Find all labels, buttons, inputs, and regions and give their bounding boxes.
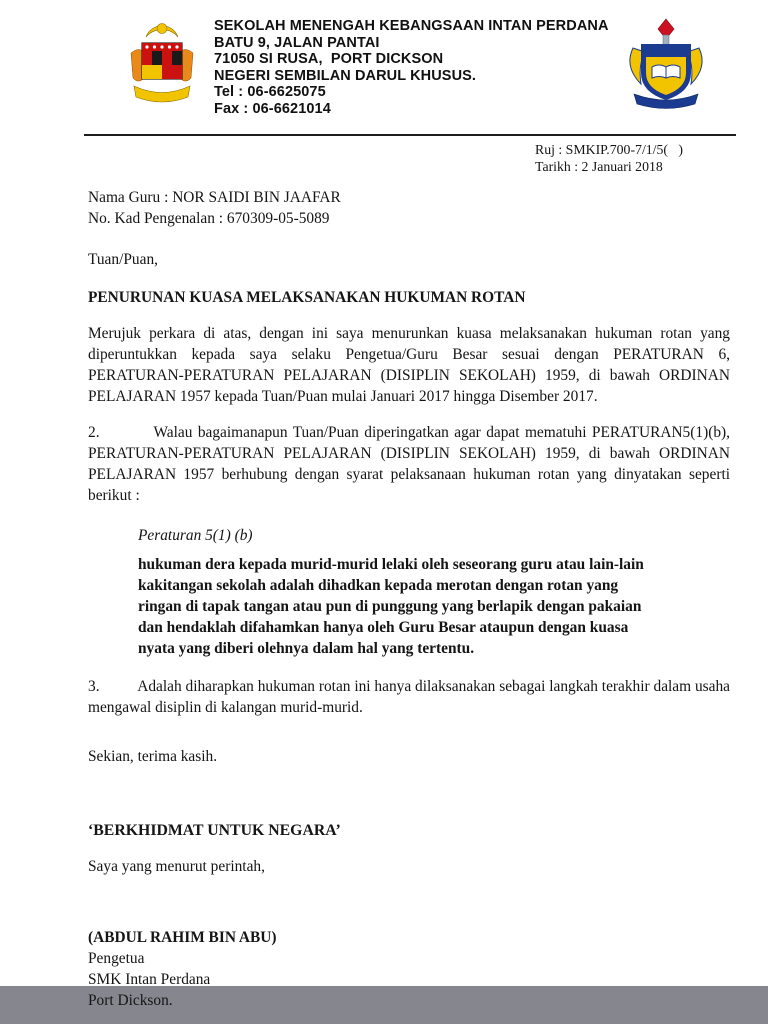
teacher-name-line: Nama Guru : NOR SAIDI BIN JAAFAR (88, 188, 341, 206)
address-line-1: BATU 9, JALAN PANTAI (214, 34, 380, 51)
fax-line: Fax : 06-6621014 (214, 100, 331, 117)
subject-line: PENURUNAN KUASA MELAKSANAKAN HUKUMAN ROTAN (88, 288, 526, 306)
paragraph-3: 3. Adalah diharapkan hukuman rotan ini hanya dilaksanakan sebagai langkah terakhir dalam usaha mengawal disiplin di kalangan murid-murid. (88, 677, 730, 716)
signatory-place: Port Dickson. (88, 991, 173, 1009)
letterhead (0, 0, 768, 118)
closing-line: Sekian, terima kasih. (88, 747, 218, 765)
signatory-org: SMK Intan Perdana (88, 970, 211, 988)
school-crest-icon (622, 18, 710, 110)
ref-number: Ruj : SMKIP.700-7/1/5( ) (535, 141, 683, 157)
address-line-2: 71050 SI RUSA, PORT DICKSON (214, 51, 444, 68)
signature-intro: Saya yang menurut perintah, (88, 857, 265, 875)
clause-body: hukuman dera kepada murid-murid lelaki oleh seseorang guru atau lain-lain kakitangan sekolah adalah dihadkan kepada merotan dengan rotan yang ringan di tapak tangan atau pun di punggung yang berlapik dengan pakaian dan hendaklah difahamkan hanya oleh Guru Besar ataupun dengan kuasa nyata yang diberi olehnya dalam hal yang tertentu. (138, 555, 644, 657)
signatory-title: Pengetua (88, 949, 145, 967)
reference-block (0, 136, 768, 175)
address-line-3: NEGERI SEMBILAN DARUL KHUSUS. (214, 67, 477, 84)
malaysia-coat-of-arms-icon (126, 20, 198, 108)
paragraph-1: Merujuk perkara di atas, dengan ini saya menurunkan kuasa melaksanakan hukuman rotan yang diperuntukkan kepada saya selaku Pengetua/Guru Besar sesuai dengan PERATURAN 6, PERATURAN-PERATURAN PELAJARAN (DISIPLIN SEKOLAH) 1959, di bawah ORDINAN PELAJARAN 1957 kepada Tuan/Puan mulai Januari 2017 hingga Disember 2017. (88, 324, 730, 405)
signatory-name: (ABDUL RAHIM BIN ABU) (88, 928, 277, 946)
ic-number-line: No. Kad Pengenalan : 670309-05-5089 (88, 209, 330, 227)
paragraph-2: 2. Walau bagaimanapun Tuan/Puan diperingatkan agar dapat mematuhi PERATURAN5(1)(b), PERATURAN-PERATURAN PELAJARAN (DISIPLIN SEKOLAH) 1959, di bawah ORDINAN PELAJARAN 1957 berhubung dengan syarat pelaksanaan hukuman rotan yang dinyatakan seperti berikut : (88, 423, 730, 504)
letterhead-text (198, 18, 612, 118)
ref-date: Tarikh : 2 Januari 2018 (535, 158, 663, 174)
salutation: Tuan/Puan, (88, 250, 158, 268)
tel-line: Tel : 06-6625075 (214, 84, 326, 101)
clause-title: Peraturan 5(1) (b) (138, 526, 253, 544)
letter-body (88, 187, 730, 1011)
motto-line: ‘BERKHIDMAT UNTUK NEGARA’ (88, 821, 341, 839)
school-name: SEKOLAH MENENGAH KEBANGSAAN INTAN PERDANA (214, 18, 609, 34)
recipient-block (88, 187, 730, 229)
